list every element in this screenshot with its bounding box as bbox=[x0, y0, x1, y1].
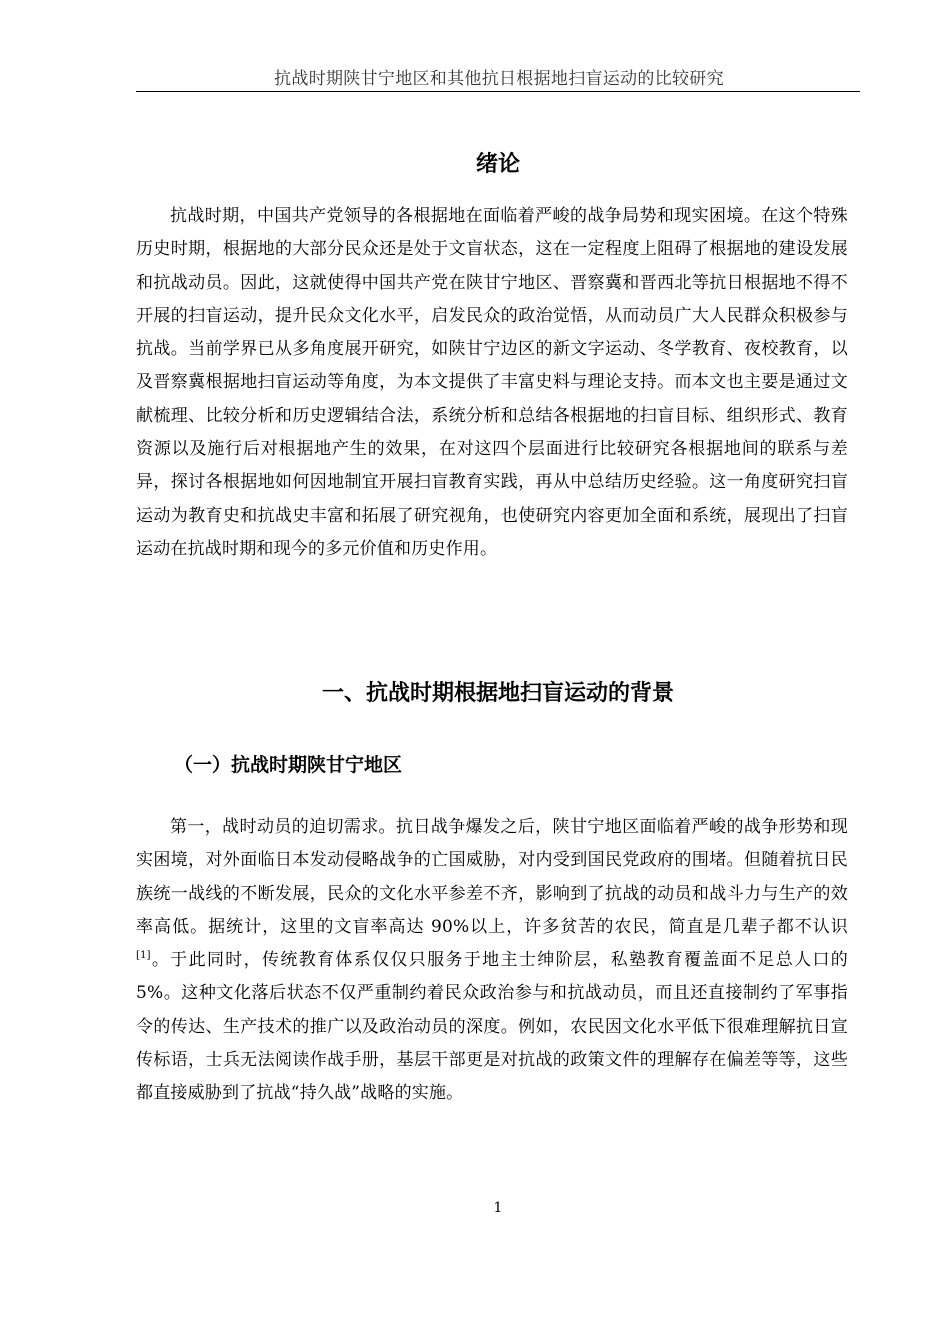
intro-paragraph: 抗战时期，中国共产党领导的各根据地在面临着严峻的战争局势和现实困境。在这个特殊历史时期，根据地的大部分民众还是处于文盲状态，这在一定程度上阻碍了根据地的建设发展和抗战动员。因此，这就使得中国共产党在陕甘宁地区、晋察冀和晋西北等抗日根据地不得不开展的扫盲运动，提升民众文化水平，启发民众的政治觉悟，从而动员广大人民群众积极参与抗战。当前学界已从多角度展开研究，如陕甘宁边区的新文字运动、冬学教育、夜校教育，以及晋察冀根据地扫盲运动等角度，为本文提供了丰富史料与理论支持。而本文也主要是通过文献梳理、比较分析和历史逻辑结合法，系统分析和总结各根据地的扫盲目标、组织形式、教育资源以及施行后对根据地产生的效果，在对这四个层面进行比较研究各根据地间的联系与差异，探讨各根据地如何因地制宜开展扫盲教育实践，再从中总结历史经验。这一角度研究扫盲运动为教育史和抗战史丰富和拓展了研究视角，也使研究内容更加全面和系统，展现出了扫盲运动在抗战时期和现今的多元价值和历史作用。 bbox=[136, 206, 848, 559]
body-text-part1: 第一，战时动员的迫切需求。抗日战争爆发之后，陕甘宁地区面临着严峻的战争形势和现实困境，对外面临日本发动侵略战争的亡国威胁，对内受到国民党政府的围堵。但随着抗日民族统一战线的不断发展，民众的文化水平参差不齐，影响到了抗战的动员和战斗力与生产的效率高低。据统计，这里的文盲率高达 90%以上，许多贫苦的农民，简直是几辈子都不认识 bbox=[136, 817, 848, 937]
body-text-part2: 。于此同时，传统教育体系仅仅只服务于地主士绅阶层，私塾教育覆盖面不足总人口的 5%。这种文化落后状态不仅严重制约着民众政治参与和抗战动员，而且还直接制约了军事指令的传达、生产技术的推广以及政治动员的深度。例如，农民因文化水平低下很难理解抗日宣传标语，士兵无法阅读作战手册，基层干部更是对抗战的政策文件的理解存在偏差等等，这些都直接威胁到了抗战“持久战”战略的实施。 bbox=[136, 950, 848, 1104]
section-heading: 一、抗战时期根据地扫盲运动的背景 bbox=[321, 681, 674, 706]
citation-reference[interactable]: [1] bbox=[136, 950, 151, 962]
header-rule bbox=[136, 91, 860, 92]
intro-title: 绪论 bbox=[475, 152, 520, 177]
subsection-heading: （一）抗战时期陕甘宁地区 bbox=[174, 754, 403, 776]
running-header: 抗战时期陕甘宁地区和其他抗日根据地扫盲运动的比较研究 bbox=[274, 69, 724, 89]
body-paragraph bbox=[136, 811, 848, 1111]
page-number: 1 bbox=[493, 1200, 503, 1216]
